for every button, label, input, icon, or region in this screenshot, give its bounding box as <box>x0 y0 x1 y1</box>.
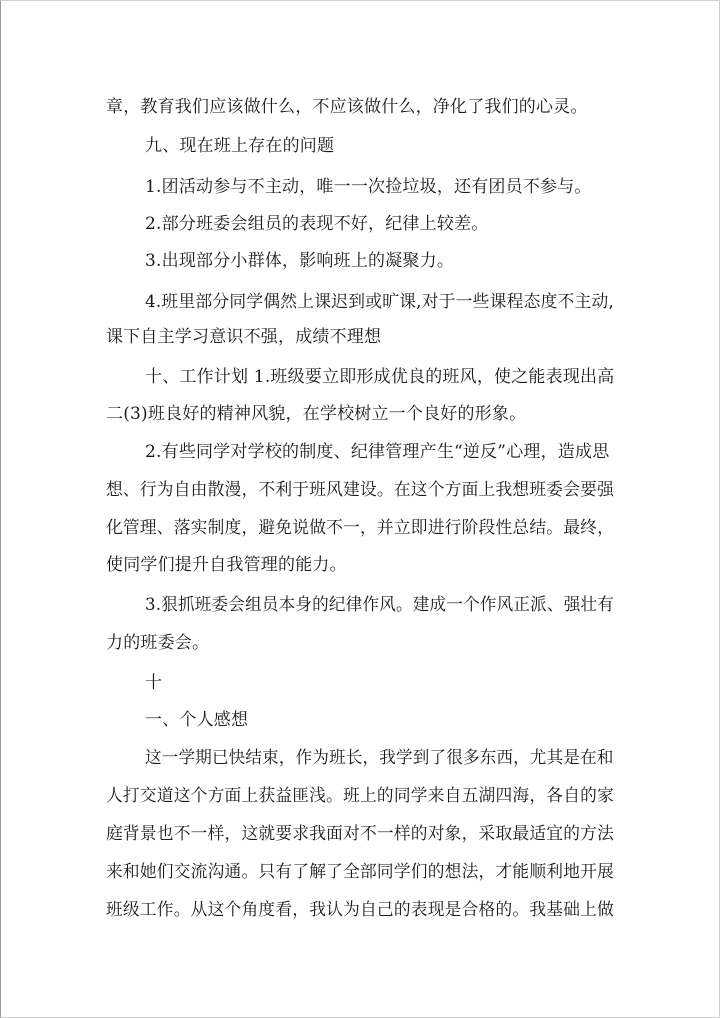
paragraph-line: 班级工作。从这个角度看，我认为自己的表现是合格的。我基础上做 <box>106 900 615 920</box>
list-item-3: 3.出现部分小群体，影响班上的凝聚力。 <box>145 251 455 271</box>
paragraph-line: 二(3)班良好的精神风貌，在学校树立一个良好的形象。 <box>106 404 527 424</box>
paragraph-line: 章，教育我们应该做什么，不应该做什么，净化了我们的心灵。 <box>106 97 588 117</box>
paragraph-line: 力的班委会。 <box>106 633 210 653</box>
paragraph-line: 使同学们提升自我管理的能力。 <box>106 555 347 575</box>
paragraph-line: 庭背景也不一样，这就要求我面对不一样的对象，采取最适宜的方法 <box>106 824 615 844</box>
list-item-4: 4.班里部分同学偶然上课迟到或旷课,对于一些课程态度不主动, <box>145 292 615 312</box>
paragraph-line: 人打交道这个方面上获益匪浅。班上的同学来自五湖四海，各自的家 <box>106 786 615 806</box>
plan-item-3: 3.狠抓班委会组员本身的纪律作风。建成一个作风正派、强壮有 <box>145 595 615 615</box>
section-heading-nine: 九、现在班上存在的问题 <box>145 136 335 156</box>
list-item-1: 1.团活动参与不主动，唯一一次捡垃圾，还有团员不参与。 <box>145 177 592 197</box>
paragraph-line: 化管理、落实制度，避免说做不一，并立即进行阶段性总结。最终， <box>106 518 615 538</box>
section-heading-ten: 十、工作计划 1.班级要立即形成优良的班风，使之能表现出高 <box>145 367 615 387</box>
section-heading-eleven-part2: 一、个人感想 <box>145 710 249 730</box>
section-heading-eleven-part1: 十 <box>145 673 163 693</box>
reflection-paragraph-start: 这一学期已快结束，作为班长，我学到了很多东西，尤其是在和 <box>145 748 614 768</box>
paragraph-line: 想、行为自由散漫，不利于班风建设。在这个方面上我想班委会要强 <box>106 480 615 500</box>
plan-item-2: 2.有些同学对学校的制度、纪律管理产生“逆反”心理，造成思 <box>145 442 610 462</box>
paragraph-line: 课下自主学习意识不强，成绩不理想 <box>106 327 382 347</box>
list-item-2: 2.部分班委会组员的表现不好，纪律上较差。 <box>145 214 489 234</box>
paragraph-line: 来和她们交流沟通。只有了解了全部同学们的想法，才能顺利地开展 <box>106 862 615 882</box>
